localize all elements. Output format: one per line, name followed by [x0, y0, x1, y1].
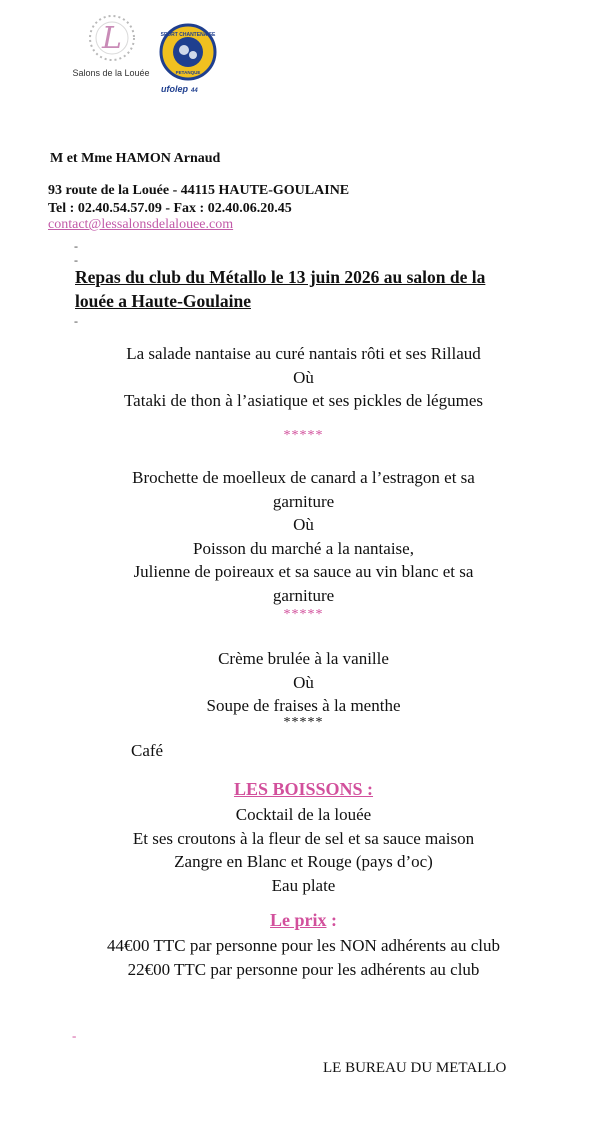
dessert-line: Soupe de fraises à la menthe: [206, 696, 401, 715]
coffee-line: Café: [131, 741, 164, 760]
ufolep-inner-text: PETANQUE: [175, 70, 201, 75]
signature: LE BUREAU DU METALLO: [323, 1060, 507, 1076]
salons-monogram: L: [102, 21, 122, 56]
dessert-line: Crème brulée à la vanille: [218, 649, 389, 668]
separator-stars: *****: [283, 607, 324, 622]
main-line: Brochette de moelleux de canard a l’estragon et sa: [132, 468, 475, 487]
price-item: 44€00 TTC par personne pour les NON adhérents au club: [107, 936, 500, 955]
bullet-dash-2: -: [74, 253, 78, 267]
main-line: Julienne de poireaux et sa sauce au vin blanc et sa: [133, 562, 474, 581]
price-heading: Le prix: [270, 910, 327, 930]
bullet-dash-3: -: [74, 314, 78, 328]
price-section: [0, 908, 607, 981]
starter-line: Où: [293, 367, 314, 387]
ufolep-sub-text: 44: [191, 88, 198, 94]
separator-stars: *****: [283, 428, 324, 443]
drinks-section: [0, 777, 607, 897]
separator-stars: *****: [283, 715, 324, 730]
main-line: Poisson du marché a la nantaise,: [193, 538, 414, 558]
salons-brand-text: Salons de la Louée: [72, 68, 150, 78]
salons-monogram-icon: [82, 12, 142, 64]
price-heading-colon: :: [326, 910, 337, 930]
main-line: garniture: [272, 491, 335, 511]
starter-line: La salade nantaise au curé nantais rôti et ses Rillaud: [126, 344, 481, 363]
starter-line: Tataki de thon à l’asiatique et ses pickles de légumes: [123, 391, 483, 410]
ufolep-logo: [159, 22, 219, 100]
drink-item: Et ses croutons à la fleur de sel et sa sauce maison: [132, 828, 475, 848]
drink-item: Cocktail de la louée: [235, 805, 372, 824]
ufolep-ring-text: SPORT CHANTENAISE: [160, 32, 216, 38]
event-title-line-1: Repas du club du Métallo le 13 juin 2026 au salon de la: [75, 267, 486, 287]
event-title: [75, 265, 485, 313]
phone-fax-line: Tel : 02.40.54.57.09 - Fax : 02.40.06.20.45: [48, 201, 292, 216]
bullet-dash-1: -: [74, 239, 78, 253]
address-line: 93 route de la Louée - 44115 HAUTE-GOULAINE: [48, 183, 350, 198]
owner-name: M et Mme HAMON Arnaud: [50, 151, 221, 166]
main-line: garniture: [272, 585, 335, 605]
email-link[interactable]: contact@lessalonsdelalouee.com: [48, 217, 234, 232]
salons-logo: [66, 12, 156, 82]
drinks-heading: LES BOISSONS :: [233, 779, 374, 799]
starter-section: [0, 342, 607, 413]
dessert-section: [0, 647, 607, 718]
drink-item: Zangre en Blanc et Rouge (pays d’oc): [174, 852, 433, 871]
main-line: Où: [293, 515, 314, 534]
footer-pink-dash: -: [72, 1028, 77, 1043]
event-title-line-2: louée a Haute-Goulaine: [75, 291, 251, 311]
drink-item: Eau plate: [271, 875, 336, 895]
dessert-line: Où: [293, 672, 314, 692]
ufolep-brand-text: ufolep: [161, 84, 188, 94]
main-section: [0, 466, 607, 607]
price-item: 22€00 TTC par personne pour les adhérents au club: [127, 959, 480, 979]
ufolep-badge-icon: [159, 22, 217, 82]
